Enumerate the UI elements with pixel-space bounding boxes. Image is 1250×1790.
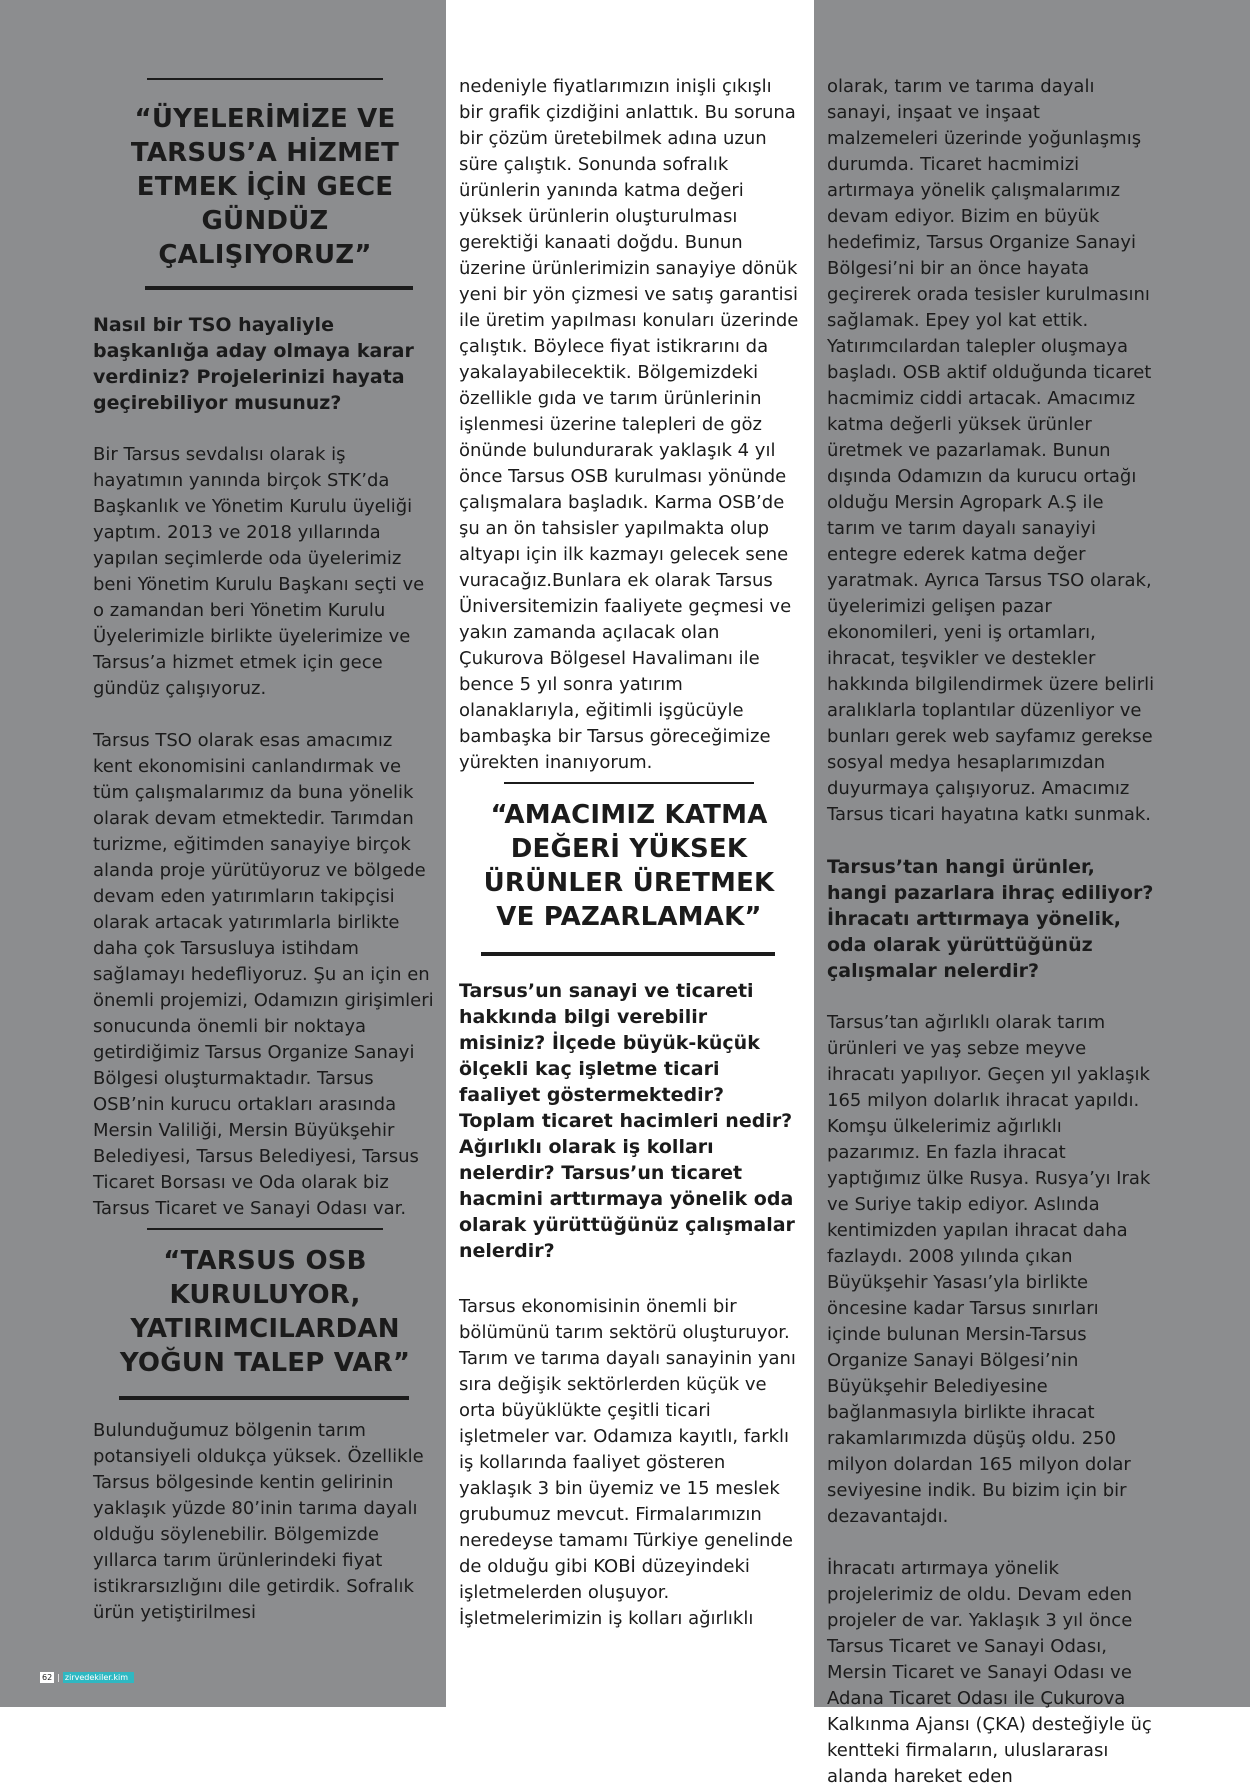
pullquote-members: “ÜYELERİMİZE VE TARSUS’A HİZMET ETMEK İÇİN GECE GÜNDÜZ ÇALIŞIYORUZ”: [130, 104, 400, 270]
paragraph-price-stability: nedeniyle fiyatlarımızın inişli çıkışlı bir grafik çizdiğini anlattık. Bu soruna bir çözüm üretebilmek adına uzun süre çalıştık. Sonunda sofralık ürünlerin yanında katma değeri yüksek ürünlerin oluşturulması gerektiği kanaati doğdu. Bunun üzerine ürünlerimizin sanayiye dönük yeni bir yön çizmesi ve satış garantisi ile üretim yapılması konuları üzerinde çalıştık. Böylece fiyat istikrarını da yakalayabilecektik. Bölgemizdeki özellikle gıda ve tarım ürünlerinin işlenmesi üzerine talepleri de göz önünde bulundurarak yaklaşık 4 yıl önce Tarsus OSB kurulması yönünde çalışmalara başladık. Karma OSB’de şu an ön tahsisler yapılmakta olup altyapı için ilk kazmayı gelecek sene vuracağız.Bunlara ek olarak Tarsus Üniversitemizin faaliyete geçmesi ve yakın zamanda açılacak olan Çukurova Bölgesel Havalimanı ile bence 5 yıl sonra yatırım olanaklarıyla, eğitimli işgücüyle bambaşka bir Tarsus göreceğimize yürekten inanıyorum.: [459, 76, 799, 773]
paragraph-background: Bir Tarsus sevdalısı olarak iş hayatımın yanında birçok STK’da Başkanlık ve Yönetim Kurulu üyeliği yaptım. 2013 ve 2018 yıllarında yapılan seçimlerde oda üyelerimiz beni Yönetim Kurulu Başkanı seçti ve o zamandan beri Yönetim Kurulu Üyelerimizle birlikte üyelerimize ve Tarsus’a hizmet etmek için gece gündüz çalışıyoruz.: [93, 444, 425, 699]
pullquote-bottom-rule: [119, 1396, 409, 1400]
page-number: 62: [42, 1673, 53, 1682]
pullquote-bottom-rule: [145, 286, 413, 290]
pullquote-osb: “TARSUS OSB KURULUYOR, YATIRIMCILARDAN YOĞUN TALEP VAR”: [119, 1246, 411, 1378]
question-industry-trade: Tarsus’un sanayi ve ticareti hakkında bilgi verebilir misiniz? İlçede büyük-küçük ölçekli kaç işletme ticari faaliyet göstermektedir? Toplam ticaret hacimleri nedir? Ağırlıklı olarak iş kolları nelerdir? Tarsus’un ticaret hacmini arttırmaya yönelik oda olarak yürüttüğünüz çalışmalar nelerdir?: [459, 980, 795, 1262]
question-exports: Tarsus’tan hangi ürünler, hangi pazarlara ihraç ediliyor? İhracatı arttırmaya yönelik, oda olarak yürüttüğünüz çalışmalar nelerdir?: [827, 856, 1154, 982]
paragraph-export-projects: İhracatı artırmaya yönelik projelerimiz de oldu. Devam eden projeler de var. Yaklaşık 3 yıl önce Tarsus Ticaret ve Sanayi Odası, Mersin Ticaret ve Sanayi Odası ve Adana Ticaret Odası ile Çukurova Kalkınma Ajansı (ÇKA) desteğiyle üç kentteki firmaların, uluslararası alanda hareket eden: [827, 1558, 1152, 1787]
paragraph-agriculture: Bulunduğumuz bölgenin tarım potansiyeli oldukça yüksek. Özellikle Tarsus bölgesinde kentin gelirinin yaklaşık yüzde 80’inin tarıma dayalı olduğu söylenebilir. Bölgemizde yıllarca tarım ürünlerindeki fiyat istikrarsızlığını dile getirdik. Sofralık ürün yetiştirilmesi: [93, 1420, 424, 1623]
left-column: [93, 78, 437, 1626]
pullquote-bottom-rule: [481, 952, 775, 956]
question-candidacy: Nasıl bir TSO hayaliyle başkanlığa aday olmaya karar verdiniz? Projelerinizi hayata geçirebiliyor musunuz?: [93, 314, 414, 414]
middle-column: [459, 78, 799, 1632]
pullquote-top-rule: [147, 78, 383, 80]
paragraph-economy: Tarsus ekonomisinin önemli bir bölümünü tarım sektörü oluşturuyor. Tarım ve tarıma dayalı sanayinin yanı sıra değişik sektörlerden küçük ve orta büyüklükte çeşitli ticari işletmeler var. Odamıza kayıtlı, farklı iş kollarında faaliyet gösteren yaklaşık 3 bin üyemiz ve 15 meslek grubumuz mevcut. Firmalarımızın neredeyse tamamı Türkiye genelinde de olduğu gibi KOBİ düzeyindeki işletmelerden oluşuyor. İşletmelerimizin iş kolları ağırlıklı: [459, 1296, 796, 1629]
footer-separator: |: [57, 1673, 60, 1682]
paragraph-export-markets: Tarsus’tan ağırlıklı olarak tarım ürünleri ve yaş sebze meyve ihracatı yapılıyor. Geçen yıl yaklaşık 165 milyon dolarlık ihracat yapıldı. Komşu ülkelerimiz ağırlıklı pazarımız. En fazla ihracat yaptığımız ülke Rusya. Rusya’yı Irak ve Suriye takip ediyor. Aslında kentimizden yapılan ihracat daha fazlaydı. 2008 yılında çıkan Büyükşehir Yasası’yla birlikte öncesine kadar Tarsus sınırları içinde bulunan Mersin-Tarsus Organize Sanayi Bölgesi’nin Büyükşehir Belediyesine bağlanmasıyla birlikte ihracat rakamlarımızda düşüş oldu. 250 milyon dolardan 165 milyon dolar seviyesine indik. Bu bizim için bir dezavantajdı.: [827, 1012, 1151, 1527]
paragraph-goals: Tarsus TSO olarak esas amacımız kent ekonomisini canlandırmak ve tüm çalışmalarımız da buna yönelik olarak devam etmektedir. Tarımdan turizme, eğitimden sanayiye birçok alanda proje yürütüyoruz ve bölgede devam eden yatırımların takipçisi olarak artacak yatırımlarla birlikte daha çok Tarsusluya istihdam sağlamayı hedefliyoruz. Şu an için en önemli projemizi, Odamızın girişimleri sonucunda önemli bir noktaya getirdiğimiz Tarsus Organize Sanayi Bölgesi oluşturmaktadır. Tarsus OSB’nin kurucu ortakları arasında Mersin Valiliği, Mersin Büyükşehir Belediyesi, Tarsus Belediyesi, Tarsus Ticaret Borsası ve Oda olarak biz Tarsus Ticaret ve Sanayi Odası var.: [93, 730, 434, 1219]
paragraph-sectors: olarak, tarım ve tarıma dayalı sanayi, inşaat ve inşaat malzemeleri üzerinde yoğunlaşmış durumda. Ticaret hacmimizi artırmaya yönelik çalışmalarımız devam ediyor. Bizim en büyük hedefimiz, Tarsus Organize Sanayi Bölgesi’ni bir an önce hayata geçirerek orada tesisler kurulmasını sağlamak. Epey yol kat ettik. Yatırımcılardan talepler oluşmaya başladı. OSB aktif olduğunda ticaret hacmimiz ciddi artacak. Amacımız katma değerli yüksek ürünler üretmek ve pazarlamak. Bunun dışında Odamızın da kurucu ortağı olduğu Mersin Agropark A.Ş ile tarım ve tarım dayalı sanayiyi entegre ederek katma değer yaratmak. Ayrıca Tarsus TSO olarak, üyelerimizi gelişen pazar ekonomileri, yeni iş ortamları, ihracat, teşvikler ve destekler hakkında bilgilendirmek üzere belirli aralıklarla toplantılar düzenliyor ve bunları gerek web sayfamız gerekse sosyal medya hesaplarımızdan duyurmaya çalışıyoruz. Amacımız Tarsus ticari hayatına katkı sunmak.: [827, 76, 1155, 825]
pullquote-top-rule: [504, 782, 754, 784]
footer-site-link[interactable]: zirvedekiler.kim: [63, 1672, 134, 1683]
page-footer: [40, 1672, 134, 1683]
right-column: [827, 78, 1155, 1790]
pullquote-added-value: “AMACIMIZ KATMA DEĞERİ YÜKSEK ÜRÜNLER ÜRETMEK VE PAZARLAMAK”: [483, 800, 775, 932]
pullquote-top-rule: [147, 1228, 383, 1230]
